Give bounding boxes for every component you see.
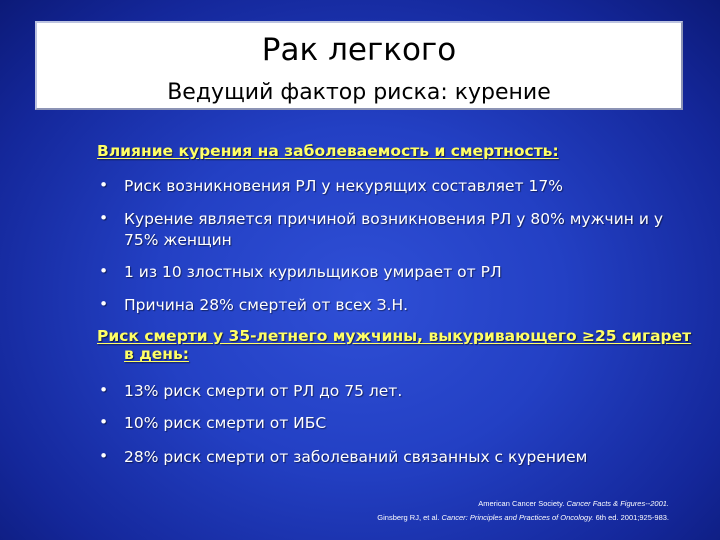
list-item — [99, 447, 684, 468]
reference-1-title: Cancer Facts & Figures--2001. — [566, 499, 669, 508]
reference-2 — [377, 511, 669, 525]
section2-heading-line1: Риск смерти у 35-летнего мужчины, выкуривающего ≥25 сигарет — [97, 327, 692, 345]
references — [377, 497, 669, 525]
list-item — [99, 295, 684, 316]
bullet-icon: • — [99, 447, 109, 465]
list-item-text: 1 из 10 злостных курильщиков умирает от РЛ — [124, 263, 502, 281]
list-item-text: Курение является причиной возникновения РЛ у 80% мужчин и у 75% женщин — [124, 210, 664, 249]
list-item — [99, 176, 684, 197]
list-item — [99, 413, 684, 434]
reference-2-author: Ginsberg RJ, et al. — [377, 513, 440, 522]
bullet-icon: • — [99, 176, 109, 194]
list-item — [99, 209, 684, 251]
bullet-icon: • — [99, 295, 109, 313]
bullet-icon: • — [99, 209, 109, 227]
list-item-text: Риск возникновения РЛ у некурящих составляет 17% — [124, 177, 563, 195]
bullet-icon: • — [99, 262, 109, 280]
section2-heading-line2: в день: — [124, 345, 189, 363]
list-item-text: 28% риск смерти от заболеваний связанных с курением — [124, 448, 588, 466]
list-item — [99, 262, 684, 283]
title-box — [35, 21, 683, 110]
reference-2-title: Cancer: Principles and Practices of Oncology. — [441, 513, 594, 522]
section1-heading: Влияние курения на заболеваемость и смертность: — [97, 142, 559, 160]
section2-heading — [97, 327, 691, 363]
reference-1-author: American Cancer Society. — [478, 499, 565, 508]
reference-2-tail: 6th ed. 2001;925-983. — [595, 513, 669, 522]
list-item-text: Причина 28% смертей от всех З.Н. — [124, 296, 409, 314]
slide-title: Рак легкого — [261, 32, 457, 68]
bullet-icon: • — [99, 381, 109, 399]
list-item-text: 13% риск смерти от РЛ до 75 лет. — [124, 382, 403, 400]
slide-subtitle: Ведущий фактор риска: курение — [167, 80, 551, 105]
list-item-text: 10% риск смерти от ИБС — [124, 414, 327, 432]
list-item — [99, 381, 684, 402]
reference-1 — [377, 497, 669, 511]
bullet-icon: • — [99, 413, 109, 431]
